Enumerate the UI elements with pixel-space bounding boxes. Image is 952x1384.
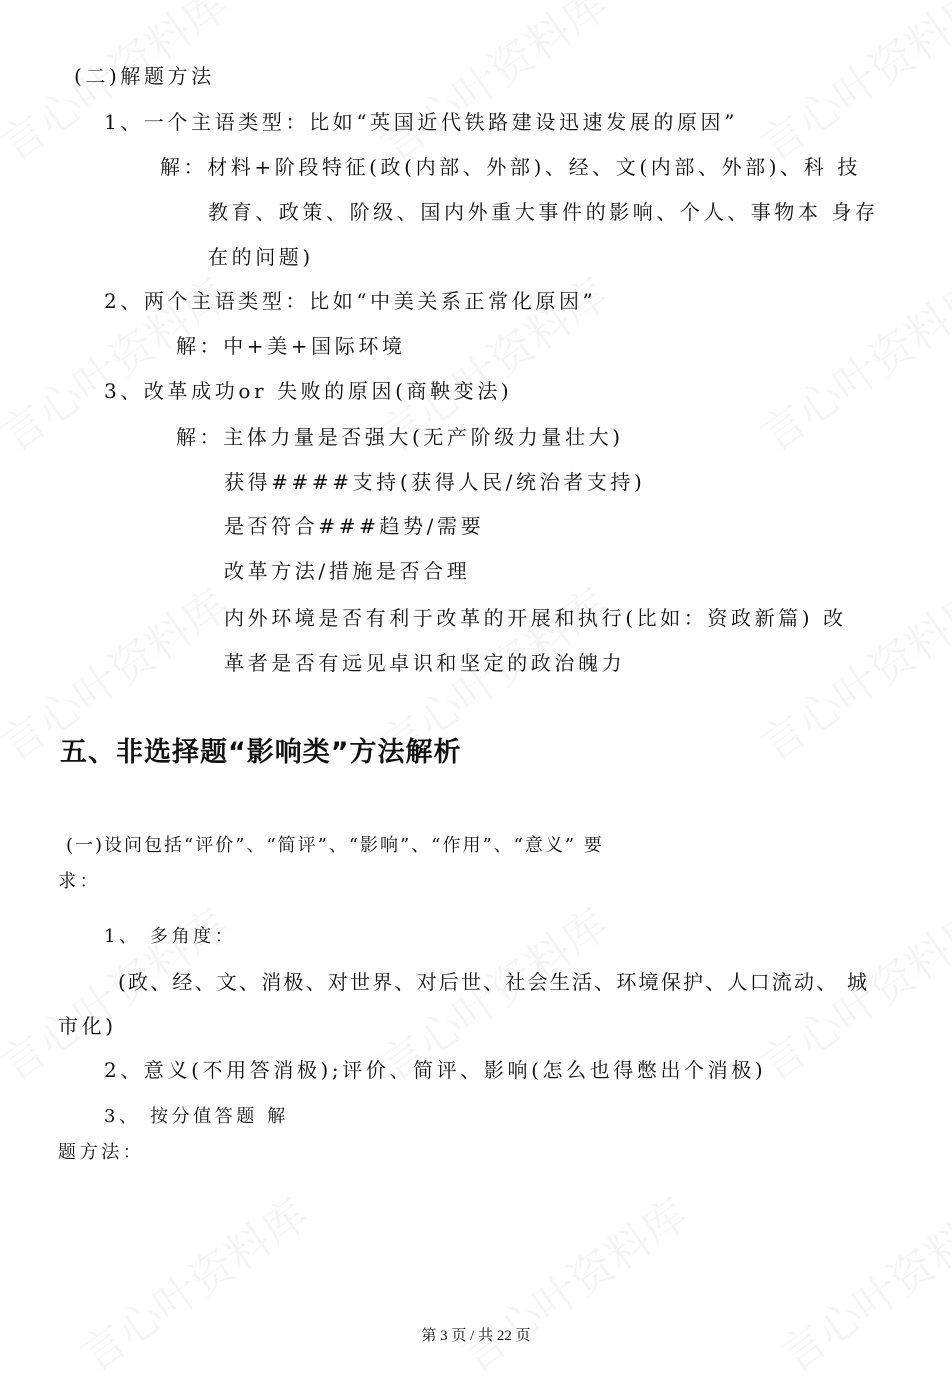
answer-3-point: 获得####支持(获得人民/统治者支持) <box>224 470 646 494</box>
item-2: 2、意义(不用答消极);评价、简评、影响(怎么也得憋出个消极) <box>104 1058 767 1082</box>
watermark <box>746 0 952 174</box>
answer-3-point: 内外环境是否有利于改革的开展和执行(比如：资政新篇) 改 <box>224 606 847 630</box>
page-number: 第 3 页 / 共 22 页 <box>421 1328 531 1344</box>
subsection-title: (一)设问包括“评价”、“简评”、“影响”、“作用”、“意义” 要 <box>66 835 604 856</box>
item-1-detail-cont: 市化) <box>58 1014 117 1038</box>
watermark <box>366 0 619 174</box>
item-3: 3、 按分值答题 解 <box>104 1106 289 1127</box>
item-1-detail: (政、经、文、消极、对世界、对后世、社会生活、环境保护、人口流动、 城 <box>118 970 870 994</box>
answer-1-cont: 教育、政策、阶级、国内外重大事件的影响、个人、事物本 身存 <box>208 200 879 224</box>
section-heading: 五、非选择题“影响类”方法解析 <box>60 737 462 768</box>
watermark <box>66 1180 319 1384</box>
watermark <box>766 1180 952 1384</box>
answer-1: 解：材料+阶段特征(政(内部、外部)、经、文(内部、外部)、科 技 <box>160 155 861 179</box>
answer-1-cont: 在的问题) <box>208 245 314 269</box>
answer-3-point: 是否符合###趋势/需要 <box>224 514 485 538</box>
watermark <box>746 260 952 464</box>
answer-3-point: 革者是否有远见卓识和坚定的政治魄力 <box>224 651 626 675</box>
watermark <box>746 570 952 774</box>
subsection-title: (二)解题方法 <box>74 64 215 88</box>
item-3: 3、改革成功or 失败的原因(商鞅变法) <box>104 379 513 403</box>
subsection-title-cont: 求： <box>58 871 102 892</box>
item-2: 2、两个主语类型：比如“中美关系正常化原因” <box>104 289 597 313</box>
answer-3-point: 改革方法/措施是否合理 <box>224 559 471 583</box>
answer-3: 解：主体力量是否强大(无产阶级力量壮大) <box>176 425 624 449</box>
item-3-cont: 题方法： <box>58 1142 145 1163</box>
watermark <box>446 1180 699 1384</box>
item-1: 1、一个主语类型：比如“英国近代铁路建设迅速发展的原因” <box>104 110 738 134</box>
answer-2: 解：中+美+国际环境 <box>176 334 406 358</box>
item-1: 1、 多角度： <box>104 926 237 947</box>
